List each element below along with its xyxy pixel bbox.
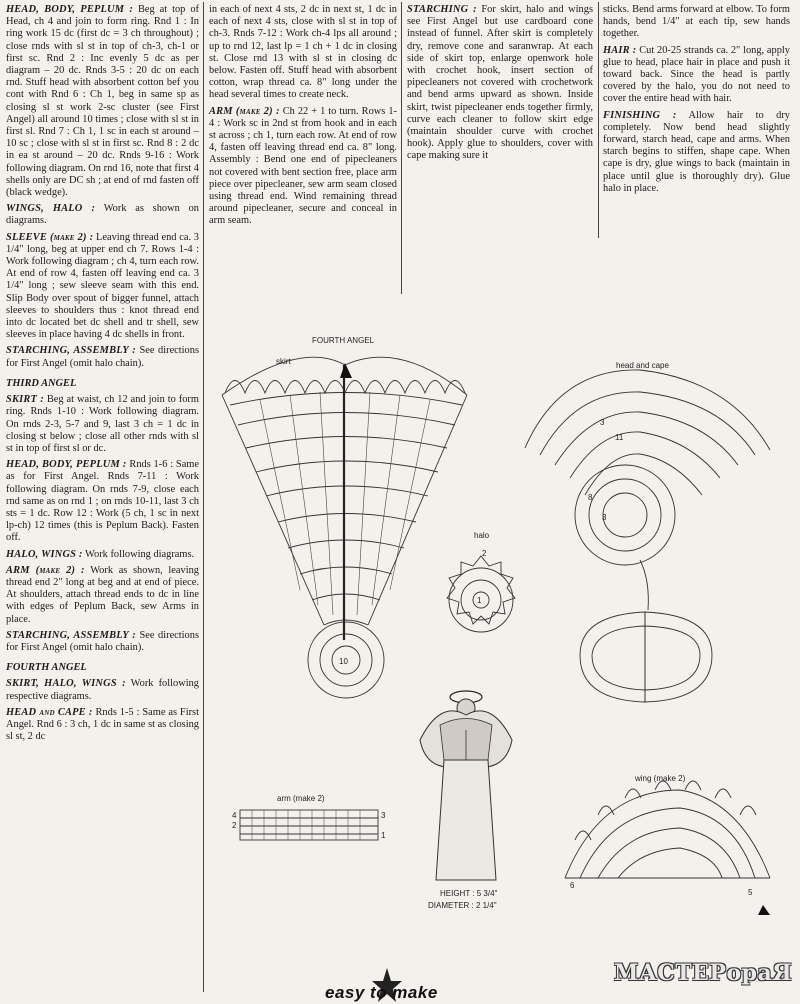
heading-finishing: FINISHING : bbox=[603, 109, 677, 121]
svg-text:10: 10 bbox=[339, 657, 348, 666]
paragraph: in each of next 4 sts, 2 dc in next st, 1 dc in each of next 4 sts, close with sl st in top of ch-3. Rnds 7-12 : Work ch-4 lps all around ; up to rnd 12, last lp = 1 ch + 1 dc in closing st. Close rnd 13 with sl st in closing dc below. Fasten off. Stuff head with absorbent cotton, wrap thread ca. 8" long under the head several times to create neck. bbox=[209, 4, 397, 101]
svg-text:6: 6 bbox=[570, 881, 575, 890]
heading-head-and-cape: HEAD and CAPE : bbox=[6, 706, 93, 718]
watermark: МАСТЕРораЯ bbox=[614, 960, 793, 986]
section-title-third-angel: THIRD ANGEL bbox=[6, 377, 77, 389]
skirt-diagram bbox=[222, 357, 467, 698]
wing-label: wing (make 2) bbox=[635, 774, 686, 783]
heading-halo-wings: HALO, WINGS : bbox=[6, 548, 83, 560]
svg-text:8: 8 bbox=[588, 493, 593, 502]
svg-text:1: 1 bbox=[477, 596, 482, 605]
heading-arm: ARM (make 2) : bbox=[6, 564, 85, 576]
paragraph: Rnds 1-5 : Same as First Angel. Rnd 6 : 3 ch, 1 dc in same st as closing sl st, 2 dc bbox=[6, 706, 199, 743]
paragraph: Allow hair to dry completely. Now bend head slightly forward, starch head, cape and arms. When starch begins to stiffen, shape cape. When cape is dry, glue wings to back (maintain in place until glue is thoroughly dry). Glue halo in place. bbox=[603, 109, 790, 194]
paragraph: Work as shown on diagrams. bbox=[6, 203, 199, 227]
svg-text:11: 11 bbox=[615, 433, 624, 442]
arm-label: arm (make 2) bbox=[277, 794, 325, 803]
diagram-title: FOURTH ANGEL bbox=[312, 336, 375, 345]
section-title-fourth-angel: FOURTH ANGEL bbox=[6, 662, 87, 674]
paragraph: Rnds 1-6 : Same as for First Angel. Rnds 7-11 : Work following diagram. On rnds 7-9, close each rnd same as on rnd 1 ; on rnds 10-11, last 3 ch sts = 1 dc. Row 12 : Work (5 ch, 1 sc in next lp-ch) 12 times (this is Peplum Back). Fasten off. bbox=[6, 459, 199, 544]
halo-diagram bbox=[447, 531, 515, 632]
svg-text:2: 2 bbox=[482, 549, 487, 558]
diameter-label: DIAMETER : 2 1/4" bbox=[428, 901, 497, 910]
paragraph: Leaving thread end ca. 3 1/4" long, beg at upper end ch 7. Rows 1-4 : Work following diagram ; ch 4, turn each row. At end of row 4, fasten off leaving end ca. 3 1/4" long ; sew sleeve seam with this end. Slip Body over spout of bigger funnel, attach sleeves to shoulders thus : knot thread end into dc located bet dc shell and tr shell, sew sleeves in place having 4 dc shells in front. bbox=[6, 231, 199, 341]
arm-diagram bbox=[232, 794, 386, 840]
heading-wings-halo: WINGS, HALO : bbox=[6, 203, 96, 215]
heading-starching: STARCHING : bbox=[407, 4, 477, 15]
paragraph: Ch 22 + 1 to turn. Rows 1-4 : Work sc in 2nd st from hook and in each st across ; ch 1, turn each row. At end of row 4, fasten off leaving thread end ca. 8" long. Assembly : Bend one end of pipecleaners not covered with bent section free, place arm piece over pipecleaner, sew arm seam closed using thread end. Wind remaining thread around pipecleaner, secure and conceal in arm seam. bbox=[209, 105, 397, 227]
angel-illustration bbox=[420, 691, 512, 910]
paragraph: Cut 20-25 strands ca. 2" long, apply glue to head, place hair in place and push it toward back. Since the head is partly covered by the halo, you do not need to cover the entire head with hair. bbox=[603, 44, 790, 105]
paragraph: Work following diagrams. bbox=[85, 548, 195, 560]
svg-text:1: 1 bbox=[381, 831, 386, 840]
heading-arm: ARM (make 2) : bbox=[209, 105, 280, 117]
svg-text:3: 3 bbox=[600, 418, 605, 427]
heading-head-body-peplum: HEAD, BODY, PEPLUM : bbox=[6, 4, 133, 15]
height-label: HEIGHT : 5 3/4" bbox=[440, 889, 498, 898]
svg-text:3: 3 bbox=[602, 513, 607, 522]
skirt-label: skirt bbox=[276, 357, 291, 366]
wing-diagram bbox=[565, 774, 770, 915]
paragraph: For skirt, halo and wings see First Angel but use cardboard cone instead of funnel. After skirt is completely dry, remove cone and saranwrap. At each side of skirt top, enlarge openwork hole with crochet hook, insert section of pipecleaners not covered with crochetwork and bend arms upward as shown. Inside skirt, twist pipecleaner ends together firmly, curve each cleaner to follow skirt edge (maintain shoulder curve with crochet hook). Apply glue to shoulders, cover with cape making sure it bbox=[407, 4, 593, 162]
paragraph: Work as shown, leaving thread end 2" long at beg and at end of piece. At shoulders, attach thread ends to dc in line with edges of Peplum Back, sew Arms in place. bbox=[6, 564, 199, 625]
heading-starching-assembly: STARCHING, ASSEMBLY : bbox=[6, 345, 136, 357]
head-and-cape-diagram bbox=[525, 361, 770, 702]
paragraph: sticks. Bend arms forward at elbow. To form hands, bend 1/4" at each tip, sew hands together. bbox=[603, 4, 790, 40]
paragraph: Work following respective diagrams. bbox=[6, 678, 199, 702]
svg-text:4: 4 bbox=[232, 811, 237, 820]
heading-sleeve: SLEEVE (make 2) : bbox=[6, 231, 94, 243]
heading-starching-assembly: STARCHING, ASSEMBLY : bbox=[6, 629, 136, 641]
heading-skirt-halo-wings: SKIRT, HALO, WINGS : bbox=[6, 678, 126, 690]
paragraph: Beg at waist, ch 12 and join to form ring. Rnds 1-10 : Work following diagram. On rnds 2-3, 5-7 and 9, last 3 ch = 1 dc in closing st below ; close all other rnds with sl st in top of first sl or dc. bbox=[6, 394, 199, 454]
heading-hair: HAIR : bbox=[603, 44, 637, 56]
svg-text:2: 2 bbox=[232, 821, 237, 830]
paragraph: See directions for First Angel (omit halo chain). bbox=[6, 345, 199, 369]
footer-logo: easy to make bbox=[325, 983, 438, 1002]
svg-text:5: 5 bbox=[748, 888, 753, 897]
head-and-cape-label: head and cape bbox=[616, 361, 669, 370]
paragraph: See directions for First Angel (omit halo chain). bbox=[6, 629, 199, 653]
halo-label: halo bbox=[474, 531, 490, 540]
heading-head-body-peplum: HEAD, BODY, PEPLUM : bbox=[6, 459, 127, 471]
svg-text:3: 3 bbox=[381, 811, 386, 820]
paragraph: Beg at top of Head, ch 4 and join to form ring. Rnd 1 : In ring work 15 dc (first dc = 3 ch throughout) ; close rnds with sl st in top of ch-3, ch-1 or first sc. Rnd 2 : Inc evenly 5 dc as per diagram – 20 dc. Rnds 3-5 : 20 dc on each rnd. Stuff head with absorbent cotton bef you cont with Rnd 6 : Ch 1, beg in same sp as closing sl st work 2-sc cluster (see First Angel) all around 10 times ; close with sl st in first sl. Rnd 7 : Ch 1, 1 sc in each st around – 10 sc ; close with sl st in first sc. Rnd 8 : 2 dc in ea st around – 20 dc. Rnds 9-16 : Work following diagram. On rnd 16, note that first 4 shells only are DC sh ; at end of rnd fasten off (black wedge). bbox=[6, 4, 199, 199]
heading-skirt: SKIRT : bbox=[6, 394, 44, 406]
